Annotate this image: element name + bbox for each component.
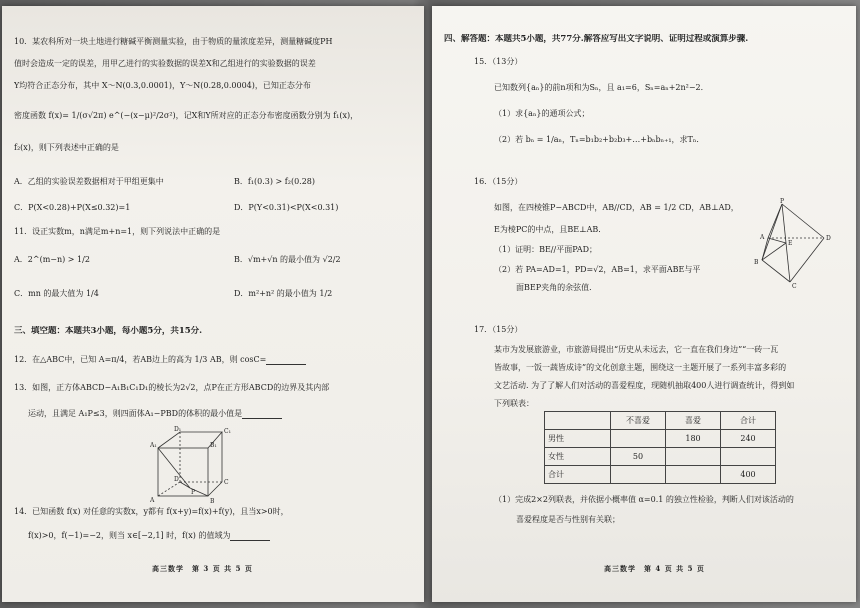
- pyramid-label-p: P: [780, 198, 785, 205]
- table-cell: 400: [721, 466, 776, 484]
- pyramid-figure: [754, 198, 832, 290]
- q12-answer-blank[interactable]: [266, 356, 306, 365]
- q12-text: 12．在△ABC中，已知 A=π/4，若AB边上的高为 1/3 AB，则 cosC=: [14, 354, 306, 365]
- pyramid-label-b: B: [754, 259, 759, 266]
- q10-line1: 10．某农科所对一块土地进行糖碱平衡测量实验，由于物质的量浓度差异，测量糖碱度PH: [14, 37, 333, 46]
- q17-part1-line2: 喜爱程度是否与性别有关联；: [516, 515, 620, 524]
- q11-option-c: C．mn 的最大值为 1/4: [14, 289, 99, 298]
- table-cell: 50: [611, 448, 666, 466]
- q10-line2: 值时会造成一定的误差，用甲乙进行的实验数据的误差X和乙组进行的实验数据的误差: [14, 59, 316, 68]
- table-cell: 180: [666, 430, 721, 448]
- q14-line2: f(x)>0，f(−1)=−2，则当 x∈[−2,1] 时，f(x) 的值域为: [28, 530, 270, 541]
- exam-page-3: [2, 6, 424, 602]
- table-header-cell: 不喜爱: [611, 412, 666, 430]
- q17-heading: 17．（15分）: [474, 325, 523, 334]
- table-cell: 男性: [545, 430, 611, 448]
- q10-line5: f₂(x)，则下列表述中正确的是: [14, 143, 119, 152]
- q17-part1-line1: （1）完成2×2列联表，并依据小概率值 α=0.1 的独立性检验，判断人们对该活动的: [494, 495, 794, 504]
- q13-line2: 运动，且满足 A₁P≤3，则四面体A₁−PBD的体积的最小值是: [28, 408, 282, 419]
- cube-label-a: A: [150, 497, 155, 504]
- q11-option-a: A．2^(m−n) > 1/2: [14, 255, 90, 264]
- cube-label-c1: C₁: [224, 428, 231, 435]
- exam-page-4: [432, 6, 856, 602]
- contingency-table: [544, 411, 776, 484]
- q15-part1: （1）求{aₙ}的通项公式；: [494, 109, 590, 118]
- page-3-footer: 高三数学 第 3 页 共 5 页: [152, 564, 253, 573]
- page-4-footer: 高三数学 第 4 页 共 5 页: [604, 564, 705, 573]
- q15-part2: （2）若 bₙ = 1/aₙ，Tₙ=b₁b₂+b₂b₃+…+bₙbₙ₊₁，求Tₙ．: [494, 135, 705, 144]
- pyramid-label-c: C: [792, 283, 797, 290]
- q11-stem: 11．设正实数m，n满足m+n=1，则下列说法中正确的是: [14, 227, 221, 236]
- q16-part2-cont: 面BEP夹角的余弦值．: [516, 283, 598, 292]
- q10-option-a: A．乙组的实验误差数据相对于甲组更集中: [14, 177, 164, 186]
- table-row: [545, 466, 776, 484]
- table-header-cell: [545, 412, 611, 430]
- q16-stem-line2: E为棱PC的中点，且BE⊥AB．: [494, 225, 607, 234]
- q10-line3: Y均符合正态分布，其中 X～N(0.3,0.0001)，Y～N(0.28,0.0004)，已知正态分布: [14, 81, 311, 90]
- table-header-row: [545, 412, 776, 430]
- cube-label-d: D: [174, 476, 179, 483]
- pyramid-label-e: E: [788, 240, 793, 247]
- table-cell[interactable]: [611, 430, 666, 448]
- q14-line1: 14．已知函数 f(x) 对任意的实数x，y都有 f(x+y)=f(x)+f(y)，且当x>0时，: [14, 507, 289, 516]
- q10-option-c: C．P(X<0.28)+P(X≤0.32)=1: [14, 203, 131, 212]
- q17-stem-line2: 皆故事，一饭一蔬皆成诗”的文化创意主题，围绕这一主题开展了一系列丰富多彩的: [494, 363, 787, 372]
- cube-figure: [150, 426, 234, 504]
- table-header-cell: 喜爱: [666, 412, 721, 430]
- q10-option-b: B．f₁(0.3) > f₂(0.28): [234, 177, 316, 186]
- pyramid-label-d: D: [826, 235, 831, 242]
- table-row: [545, 430, 776, 448]
- q14-answer-blank[interactable]: [230, 532, 270, 541]
- cube-label-b1: B₁: [210, 442, 217, 449]
- q17-stem-line3: 文艺活动. 为了了解人们对活动的喜爱程度，现随机抽取400人进行调查统计，得到如: [494, 381, 795, 390]
- table-cell: 240: [721, 430, 776, 448]
- table-header-cell: 合计: [721, 412, 776, 430]
- q15-heading: 15．（13分）: [474, 57, 523, 66]
- q11-option-d: D．m²+n² 的最小值为 1/2: [234, 289, 333, 298]
- q16-heading: 16．（15分）: [474, 177, 523, 186]
- table-cell: 合计: [545, 466, 611, 484]
- q16-stem-line1: 如图，在四棱锥P−ABCD中，AB//CD，AB = 1/2 CD，AB⊥AD，: [494, 203, 739, 212]
- table-cell[interactable]: [666, 448, 721, 466]
- cube-label-b: B: [210, 498, 215, 504]
- table-row: [545, 448, 776, 466]
- q16-part1: （1）证明：BE//平面PAD；: [494, 245, 598, 254]
- cube-label-a1: A₁: [150, 442, 157, 449]
- q11-option-b: B．√m+√n 的最小值为 √2/2: [234, 255, 341, 264]
- q10-option-d: D．P(Y<0.31)<P(X<0.31): [234, 203, 339, 212]
- table-cell[interactable]: [611, 466, 666, 484]
- table-cell: 女性: [545, 448, 611, 466]
- q13-line1: 13．如图，正方体ABCD−A₁B₁C₁D₁的棱长为2√2，点P在正方形ABCD的边界及其内部: [14, 383, 330, 392]
- table-cell[interactable]: [666, 466, 721, 484]
- table-cell[interactable]: [721, 448, 776, 466]
- q13-answer-blank[interactable]: [242, 410, 282, 419]
- q17-stem-line4: 下列联表：: [494, 399, 534, 408]
- section-3-heading: 三、填空题：本题共3小题，每小题5分，共15分.: [14, 326, 203, 336]
- cube-label-p: P: [191, 489, 196, 496]
- q15-stem: 已知数列{aₙ}的前n项和为Sₙ，且 a₁=6，Sₙ=aₙ+2n²−2．: [494, 83, 709, 92]
- q17-stem-line1: 某市为发展旅游业，市旅游局提出“历史从未远去，它一直在我们身边”“一砖一瓦: [494, 345, 779, 354]
- pyramid-label-a: A: [760, 234, 765, 241]
- cube-label-c: C: [224, 479, 229, 486]
- q10-line4: 密度函数 f(x)= 1/(σ√2π) e^(−(x−μ)²/2σ²)，记X和Y所对应的正态分布密度函数分别为 f₁(x)，: [14, 111, 359, 120]
- section-4-heading: 四、解答题：本题共5小题，共77分.解答应写出文字说明、证明过程或演算步骤.: [444, 34, 749, 44]
- q16-part2: （2）若 PA=AD=1，PD=√2，AB=1，求平面ABE与平: [494, 265, 701, 274]
- cube-label-d1: D₁: [174, 426, 182, 433]
